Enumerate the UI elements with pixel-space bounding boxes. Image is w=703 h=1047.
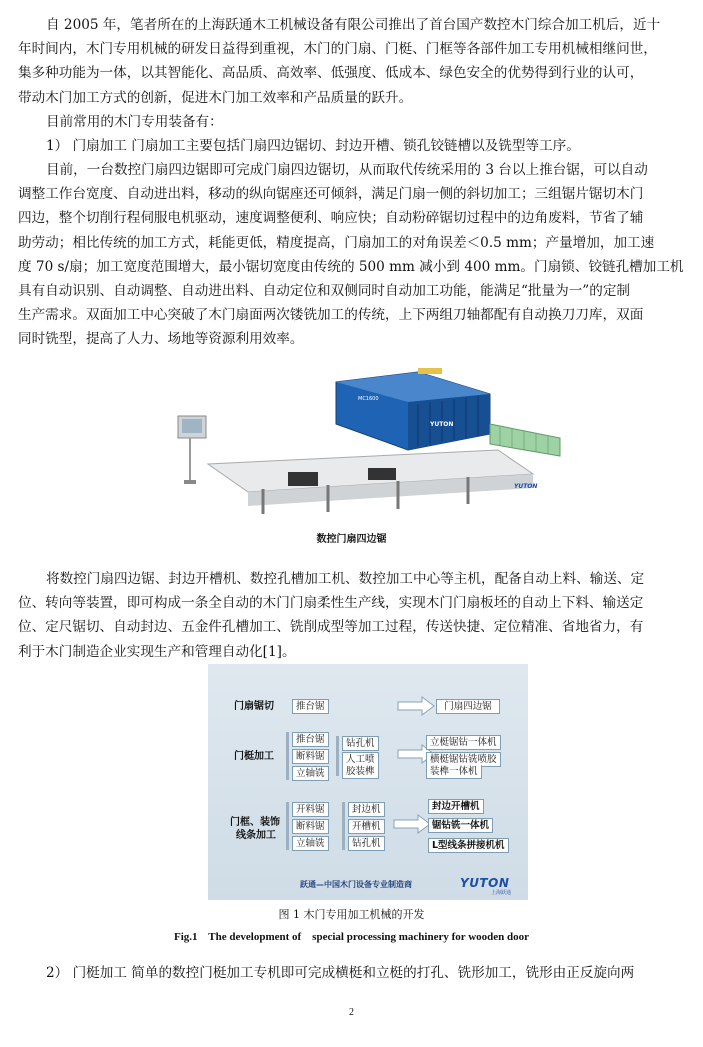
text-line: 2） 门梃加工 简单的数控门梃加工专机即可完成横梃和立梃的打孔、铣形加工，铣形由正反旋向两	[46, 965, 635, 981]
box-stile-mid-3: 胶装榫	[342, 765, 379, 779]
text-line: 四边，整个切削行程伺服电机驱动，速度调整便利、响应快；自动粉碎锯切过程中的边角废料，节省了辅	[18, 210, 644, 227]
box-frame-result-2: 锯钻铣一体机	[428, 818, 493, 833]
box-stile-mid-1: 钻孔机	[342, 736, 379, 751]
paragraph-equipment-intro	[18, 110, 703, 134]
box-stile-mid-2: 人工喷	[342, 752, 379, 767]
box-frame-mid-1: 封边机	[348, 802, 385, 817]
yuton-logo-subtitle: 上海跃通	[491, 890, 512, 896]
diagram-footer: 跃通—中国木门设备专业制造商	[300, 880, 412, 889]
text-line: 具有自动识别、自动调整、自动进出料、自动定位和双侧同时自动加工功能，能满足“批量为一”的定制	[18, 283, 631, 300]
machinery-development-diagram	[208, 664, 528, 900]
figure-caption-en: Fig.1 The development of special processing machinery for wooden door	[173, 931, 530, 943]
box-stile-result-1: 立梃锯钻一体机	[426, 735, 501, 750]
box-frame-result-1: 封边开槽机	[428, 799, 484, 814]
base-logo: YUTON	[514, 483, 538, 490]
box-frame-result-3: L型线条拼接机机	[428, 838, 509, 853]
box-frame-left-1: 开料锯	[292, 802, 329, 817]
box-stile-result-3: 装榫一体机	[426, 765, 482, 779]
text-line: 带动木门加工方式的创新，促进木门加工效率和产品质量的跃升。	[18, 89, 413, 106]
text-line: 将数控门扇四边锯、封边开槽机、数控孔槽加工机、数控加工中心等主机，配备自动上料、输送、定	[46, 571, 645, 587]
paragraph-door-leaf-heading	[18, 134, 703, 158]
text-line: 自 2005 年，笔者所在的上海跃通木工机械设备有限公司推出了首台国产数控木门综合加工机后，近十	[46, 17, 661, 33]
row-label-frame-1: 门框、装饰	[230, 817, 280, 828]
box-stile-result-2: 横梃锯钻铣喷胶	[426, 752, 501, 767]
text-line: 度 70 s/扇；加工宽度范围增大，最小锯切宽度由传统的 500 mm 减小到 400 mm。门扇锁、铰链孔槽加工机	[18, 258, 684, 275]
housing-logo: YUTON	[430, 421, 454, 428]
box-stile-left-2: 断料锯	[292, 749, 329, 764]
box-frame-mid-3: 钻孔机	[348, 836, 385, 851]
machine-photo	[168, 364, 568, 522]
text-line: 位、转向等装置，即可构成一条全自动的木门门扇柔性生产线，实现木门门扇板坯的自动上下料、输送定	[18, 595, 644, 612]
text-line: 利于木门制造企业实现生产和管理自动化[1]。	[18, 643, 296, 660]
text-line: 年时间内，木门专用机械的研发日益得到重视，木门的门扇、门梃、门框等各部件加工专用机械相继问世，	[18, 41, 657, 58]
text-line: 1） 门扇加工 门扇加工主要包括门扇四边锯切、封边开槽、锁孔铰链槽以及铣型等工序。	[46, 138, 580, 154]
figure-caption-cn: 图 1 木门专用加工机械的开发	[278, 908, 425, 921]
box-frame-mid-2: 开槽机	[348, 819, 385, 834]
text-line: 集多种功能为一体，以其智能化、高品质、高效率、低强度、低成本、绿色安全的优势得到行业的认可，	[18, 65, 644, 82]
yuton-logo: YUTON	[460, 876, 510, 890]
model-label: MC1600	[358, 396, 379, 402]
box-stile-left-3: 立轴铣	[292, 766, 329, 781]
paragraph-stile-heading	[18, 961, 703, 985]
box-frame-left-3: 立轴铣	[292, 836, 329, 851]
text-line: 位、定尺锯切、自动封边、五金件孔槽加工、铣削成型等加工过程，传送快捷、定位精准、省地省力，有	[18, 619, 644, 636]
text-line: 调整工作台宽度、自动进出料，移动的纵向锯座还可倾斜，满足门扇一侧的斜切加工；三组锯片锯切木门	[18, 186, 644, 203]
row-label-door-stile: 门梃加工	[234, 751, 274, 762]
text-line: 目前常用的木门专用装备有：	[46, 114, 223, 130]
page-number: 2	[349, 1007, 354, 1018]
text-line: 助劳动；相比传统的加工方式，耗能更低，精度提高，门扇加工的对角误差＜0.5 mm；产量增加，加工速	[18, 234, 655, 251]
arrow-icon	[392, 814, 432, 834]
text-line: 目前，一台数控门扇四边锯即可完成门扇四边锯切，从而取代传统采用的 3 台以上推台锯，可以自动	[46, 162, 648, 178]
paragraph-door-leaf-body	[18, 158, 703, 352]
row-label-frame-2: 线条加工	[236, 830, 276, 841]
arrow-icon	[396, 696, 436, 716]
photo-caption: 数控门扇四边锯	[316, 534, 387, 545]
box-stile-left-1: 推台锯	[292, 732, 329, 747]
text-line: 同时铣型，提高了人力、场地等资源利用效率。	[18, 331, 304, 348]
paragraph-intro	[18, 13, 703, 110]
text-line: 生产需求。双面加工中心突破了木门扇面两次镂铣加工的传统，上下两组刀轴都配有自动换刀刀库，双面	[18, 307, 644, 324]
box-push-table-saw: 推台锯	[292, 699, 329, 714]
box-frame-left-2: 断料锯	[292, 819, 329, 834]
box-four-edge-saw: 门扇四边锯	[436, 699, 500, 714]
row-label-door-leaf: 门扇锯切	[234, 701, 274, 712]
paragraph-production-line	[18, 567, 703, 664]
